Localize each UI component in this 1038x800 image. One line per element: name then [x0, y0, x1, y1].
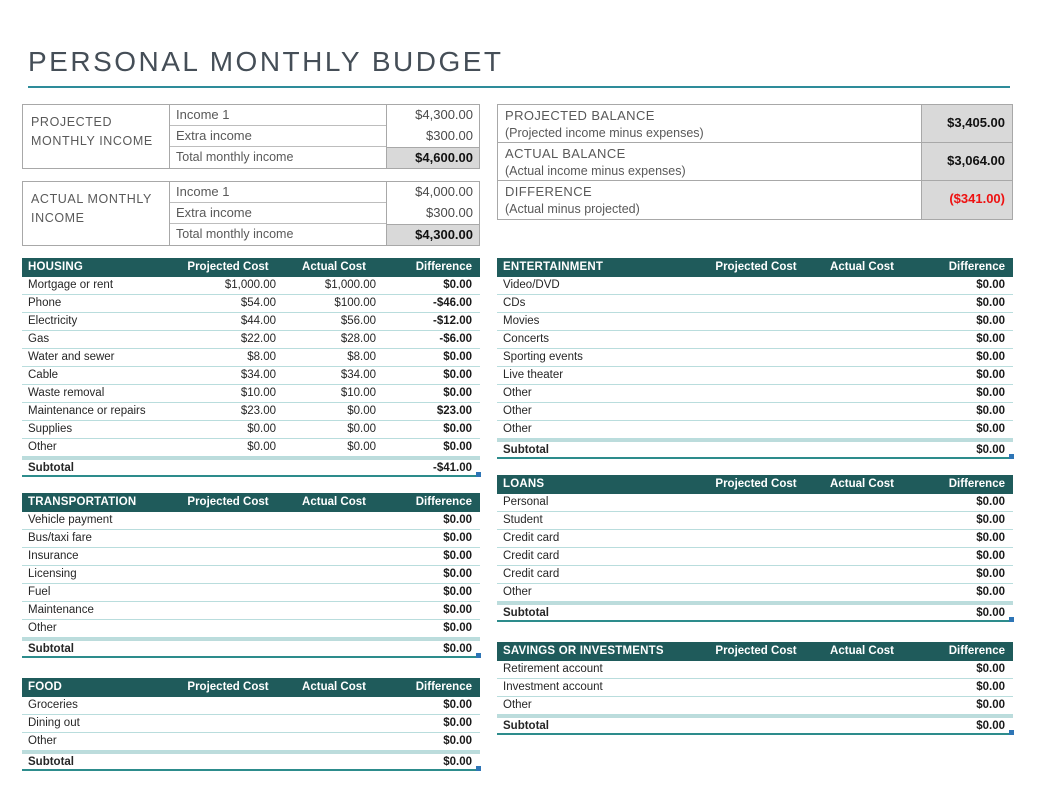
actual-cost-cell[interactable] — [812, 277, 912, 294]
balance-label-cell — [498, 105, 921, 142]
subtotal-label: Subtotal — [503, 720, 549, 732]
difference-cell: $0.00 — [976, 532, 1005, 544]
subtotal-difference-cell: $0.00 — [912, 605, 1013, 621]
projected-cost-cell[interactable] — [700, 679, 812, 696]
difference-cell: $0.00 — [443, 550, 472, 562]
actual-cost-cell[interactable]: $10.00 — [340, 387, 376, 399]
entertainment-row — [497, 367, 1013, 385]
subtotal-projected-cell — [172, 460, 284, 476]
projected-income-item-label: Extra income — [170, 126, 386, 147]
projected-cost-cell[interactable] — [700, 367, 812, 384]
actual-cost-cell[interactable]: $100.00 — [334, 297, 376, 309]
actual-cost-cell[interactable] — [812, 494, 912, 511]
expense-item-label: Other — [503, 586, 532, 598]
subtotal-projected-cell — [700, 718, 812, 734]
actual-cost-cell[interactable] — [812, 697, 912, 714]
projected-cost-cell[interactable]: $8.00 — [247, 351, 276, 363]
subtotal-projected-cell — [172, 754, 284, 770]
difference-cell: $23.00 — [436, 405, 472, 417]
difference-cell: $0.00 — [976, 568, 1005, 580]
title-underline — [28, 86, 1010, 88]
difference-cell: $0.00 — [976, 699, 1005, 711]
food-header-row — [22, 678, 480, 697]
difference-cell: $0.00 — [443, 568, 472, 580]
food-table — [22, 678, 480, 771]
fill-handle[interactable] — [1009, 730, 1014, 735]
actual-cost-cell[interactable]: $0.00 — [347, 423, 376, 435]
projected-cost-cell[interactable] — [700, 277, 812, 294]
entertainment-header-name: ENTERTAINMENT — [503, 261, 604, 273]
projected-cost-cell[interactable]: $54.00 — [240, 297, 276, 309]
actual-income-item-label: Extra income — [170, 203, 386, 224]
projected-cost-cell[interactable] — [172, 715, 284, 732]
subtotal-actual-cell — [284, 641, 384, 657]
subtotal-projected-cell — [172, 641, 284, 657]
housing-row — [22, 331, 480, 349]
food-subtotal-row — [22, 751, 480, 771]
expense-item-label: Fuel — [28, 586, 51, 598]
loans-row — [497, 494, 1013, 512]
subtotal-difference-cell: $0.00 — [912, 718, 1013, 734]
balance-row — [498, 143, 1012, 181]
expense-item-label: Mortgage or rent — [28, 279, 114, 291]
housing-row — [22, 439, 480, 457]
difference-cell: $0.00 — [976, 496, 1005, 508]
entertainment-row — [497, 331, 1013, 349]
actual-income-table — [22, 181, 480, 246]
actual-cost-cell[interactable] — [812, 548, 912, 565]
balance-row — [498, 105, 1012, 143]
housing-row — [22, 385, 480, 403]
balance-label-cell — [498, 181, 921, 219]
actual-cost-cell[interactable] — [812, 679, 912, 696]
loans-row — [497, 530, 1013, 548]
housing-row — [22, 295, 480, 313]
expense-item-label: Maintenance — [28, 604, 94, 616]
projected-cost-cell[interactable] — [700, 530, 812, 547]
difference-cell: $0.00 — [443, 717, 472, 729]
difference-cell: $0.00 — [443, 279, 472, 291]
fill-handle[interactable] — [476, 653, 481, 658]
difference-header: Difference — [415, 496, 472, 508]
transportation-header-row — [22, 493, 480, 512]
actual-cost-cell[interactable] — [284, 530, 384, 547]
subtotal-label: Subtotal — [503, 444, 549, 456]
expense-item-label: Water and sewer — [28, 351, 115, 363]
transportation-subtotal-row — [22, 638, 480, 658]
projected-cost-header: Projected Cost — [187, 261, 269, 273]
projected-cost-header: Projected Cost — [715, 645, 797, 657]
expense-item-label: Live theater — [503, 369, 564, 381]
savings-table — [497, 642, 1013, 735]
expense-item-label: Vehicle payment — [28, 514, 113, 526]
projected-cost-cell[interactable] — [700, 385, 812, 402]
expense-item-label: Other — [503, 387, 532, 399]
balance-title: PROJECTED BALANCE — [505, 108, 655, 123]
difference-cell: $0.00 — [976, 550, 1005, 562]
actual-cost-cell[interactable] — [284, 566, 384, 583]
housing-header-name: HOUSING — [28, 261, 84, 273]
subtotal-label: Subtotal — [28, 643, 74, 655]
balance-title: DIFFERENCE — [505, 184, 593, 199]
expense-item-label: Investment account — [503, 681, 603, 693]
actual-cost-header: Actual Cost — [302, 261, 366, 273]
food-row — [22, 715, 480, 733]
expense-item-label: Other — [503, 699, 532, 711]
entertainment-row — [497, 421, 1013, 439]
difference-cell: $0.00 — [976, 681, 1005, 693]
actual-cost-cell[interactable] — [812, 661, 912, 678]
difference-cell: $0.00 — [443, 532, 472, 544]
expense-item-label: Credit card — [503, 550, 560, 562]
entertainment-table — [497, 258, 1013, 459]
actual-cost-cell[interactable] — [284, 697, 384, 714]
loans-row — [497, 512, 1013, 530]
projected-income-total-label: Total monthly income — [176, 150, 294, 164]
actual-cost-cell[interactable]: $8.00 — [347, 351, 376, 363]
food-row — [22, 733, 480, 751]
projected-cost-cell[interactable] — [700, 512, 812, 529]
entertainment-row — [497, 277, 1013, 295]
housing-row — [22, 349, 480, 367]
projected-cost-cell[interactable] — [172, 733, 284, 750]
savings-row — [497, 661, 1013, 679]
savings-subtotal-row — [497, 715, 1013, 735]
expense-item-label: Cable — [28, 369, 59, 381]
projected-cost-cell[interactable] — [700, 421, 812, 438]
difference-cell: $0.00 — [443, 514, 472, 526]
subtotal-actual-cell — [284, 460, 384, 476]
projected-income-total-value: $4,600.00 — [386, 147, 479, 168]
subtotal-actual-cell — [284, 754, 384, 770]
actual-cost-cell[interactable] — [812, 403, 912, 420]
balance-value: $3,405.00 — [921, 105, 1012, 142]
subtotal-projected-cell — [700, 605, 812, 621]
difference-cell: $0.00 — [976, 423, 1005, 435]
projected-cost-cell[interactable] — [700, 697, 812, 714]
projected-cost-header: Projected Cost — [187, 496, 269, 508]
projected-cost-cell[interactable]: $0.00 — [247, 423, 276, 435]
fill-handle[interactable] — [476, 472, 481, 477]
page-title: PERSONAL MONTHLY BUDGET — [28, 46, 504, 77]
actual-cost-cell[interactable]: $28.00 — [340, 333, 376, 345]
projected-cost-cell[interactable] — [700, 403, 812, 420]
projected-cost-cell[interactable]: $0.00 — [247, 441, 276, 453]
actual-cost-cell[interactable] — [284, 602, 384, 619]
actual-cost-cell[interactable] — [284, 512, 384, 529]
difference-cell: $0.00 — [976, 279, 1005, 291]
balance-subtitle: (Actual minus projected) — [505, 202, 640, 216]
transportation-row — [22, 620, 480, 638]
actual-cost-cell[interactable] — [812, 331, 912, 348]
difference-cell: $0.00 — [976, 663, 1005, 675]
difference-header: Difference — [948, 478, 1005, 490]
subtotal-difference-cell: $0.00 — [384, 754, 480, 770]
actual-cost-cell[interactable] — [284, 715, 384, 732]
projected-cost-header: Projected Cost — [715, 261, 797, 273]
fill-handle[interactable] — [1009, 617, 1014, 622]
actual-cost-cell[interactable] — [812, 349, 912, 366]
actual-cost-cell[interactable] — [284, 584, 384, 601]
subtotal-actual-cell — [812, 605, 912, 621]
actual-cost-cell[interactable] — [284, 620, 384, 637]
actual-income-item-value[interactable]: $300.00 — [386, 203, 479, 224]
housing-row — [22, 367, 480, 385]
difference-cell: -$46.00 — [432, 297, 472, 309]
projected-cost-cell[interactable] — [700, 566, 812, 583]
loans-table — [497, 475, 1013, 622]
difference-cell: $0.00 — [976, 297, 1005, 309]
balance-summary-table — [497, 104, 1013, 220]
housing-header-row — [22, 258, 480, 277]
difference-cell: $0.00 — [443, 387, 472, 399]
savings-header-row — [497, 642, 1013, 661]
difference-cell: $0.00 — [976, 369, 1005, 381]
balance-label-cell — [498, 143, 921, 180]
entertainment-row — [497, 349, 1013, 367]
expense-item-label: Other — [503, 423, 532, 435]
housing-row — [22, 403, 480, 421]
transportation-row — [22, 512, 480, 530]
difference-header: Difference — [948, 645, 1005, 657]
housing-row — [22, 313, 480, 331]
actual-cost-cell[interactable] — [284, 548, 384, 565]
difference-cell: $0.00 — [443, 369, 472, 381]
actual-cost-cell[interactable] — [812, 421, 912, 438]
expense-item-label: Dining out — [28, 717, 80, 729]
actual-cost-cell[interactable] — [812, 584, 912, 601]
difference-cell: -$12.00 — [432, 315, 472, 327]
expense-item-label: Groceries — [28, 699, 78, 711]
expense-item-label: Sporting events — [503, 351, 583, 363]
projected-cost-cell[interactable] — [172, 584, 284, 601]
difference-cell: $0.00 — [976, 333, 1005, 345]
actual-cost-cell[interactable] — [812, 295, 912, 312]
expense-item-label: Other — [503, 405, 532, 417]
actual-cost-header: Actual Cost — [830, 478, 894, 490]
difference-cell: $0.00 — [443, 351, 472, 363]
housing-subtotal-row — [22, 457, 480, 477]
fill-handle[interactable] — [1009, 454, 1014, 459]
expense-item-label: Retirement account — [503, 663, 603, 675]
balance-title: ACTUAL BALANCE — [505, 146, 626, 161]
expense-item-label: CDs — [503, 297, 526, 309]
expense-item-label: Other — [28, 441, 57, 453]
balance-value: $3,064.00 — [921, 143, 1012, 180]
entertainment-row — [497, 385, 1013, 403]
projected-cost-header: Projected Cost — [715, 478, 797, 490]
transportation-table — [22, 493, 480, 658]
difference-cell: $0.00 — [443, 441, 472, 453]
projected-income-item-label: Income 1 — [170, 105, 386, 126]
expense-item-label: Insurance — [28, 550, 79, 562]
subtotal-actual-cell — [812, 442, 912, 458]
expense-item-label: Electricity — [28, 315, 78, 327]
projected-income-label-cell: PROJECTED MONTHLY INCOME — [23, 105, 170, 168]
subtotal-difference-cell: -$41.00 — [384, 460, 480, 476]
projected-cost-cell[interactable] — [172, 697, 284, 714]
expense-item-label: Maintenance or repairs — [28, 405, 146, 417]
actual-income-label-cell: ACTUAL MONTHLY INCOME — [23, 182, 170, 245]
actual-cost-cell[interactable] — [812, 512, 912, 529]
projected-cost-cell[interactable] — [700, 548, 812, 565]
expense-item-label: Supplies — [28, 423, 73, 435]
expense-item-label: Student — [503, 514, 543, 526]
projected-cost-cell[interactable] — [700, 295, 812, 312]
difference-cell: $0.00 — [976, 315, 1005, 327]
difference-cell: $0.00 — [443, 586, 472, 598]
projected-cost-cell[interactable] — [172, 530, 284, 547]
difference-cell: $0.00 — [976, 387, 1005, 399]
actual-cost-cell[interactable] — [812, 385, 912, 402]
savings-row — [497, 697, 1013, 715]
projected-cost-cell[interactable]: $22.00 — [240, 333, 276, 345]
difference-cell: -$6.00 — [439, 333, 472, 345]
loans-row — [497, 548, 1013, 566]
savings-header-name: SAVINGS OR INVESTMENTS — [503, 645, 664, 657]
food-row — [22, 697, 480, 715]
transportation-row — [22, 602, 480, 620]
projected-cost-cell[interactable] — [700, 349, 812, 366]
transportation-row — [22, 548, 480, 566]
projected-cost-cell[interactable] — [700, 494, 812, 511]
difference-cell: $0.00 — [976, 351, 1005, 363]
actual-cost-cell[interactable] — [812, 566, 912, 583]
entertainment-subtotal-row — [497, 439, 1013, 459]
projected-cost-cell[interactable] — [700, 313, 812, 330]
expense-item-label: Other — [28, 735, 57, 747]
balance-value: ($341.00) — [921, 181, 1012, 219]
actual-income-total-label: Total monthly income — [176, 227, 294, 241]
subtotal-label: Subtotal — [28, 462, 74, 474]
loans-row — [497, 566, 1013, 584]
expense-item-label: Concerts — [503, 333, 550, 345]
food-header-name: FOOD — [28, 681, 63, 693]
transportation-row — [22, 584, 480, 602]
housing-row — [22, 277, 480, 295]
difference-header: Difference — [415, 261, 472, 273]
projected-cost-cell[interactable] — [172, 566, 284, 583]
projected-cost-cell[interactable] — [700, 331, 812, 348]
difference-header: Difference — [415, 681, 472, 693]
actual-cost-cell[interactable]: $56.00 — [340, 315, 376, 327]
expense-item-label: Personal — [503, 496, 549, 508]
transportation-row — [22, 566, 480, 584]
actual-cost-header: Actual Cost — [302, 681, 366, 693]
fill-handle[interactable] — [476, 766, 481, 771]
housing-table — [22, 258, 480, 477]
balance-row — [498, 181, 1012, 219]
transportation-header-name: TRANSPORTATION — [28, 496, 137, 508]
difference-cell: $0.00 — [443, 735, 472, 747]
entertainment-row — [497, 403, 1013, 421]
projected-income-item-value[interactable]: $4,300.00 — [386, 105, 479, 126]
projected-cost-cell[interactable]: $23.00 — [240, 405, 276, 417]
projected-cost-cell[interactable] — [172, 512, 284, 529]
difference-cell: $0.00 — [976, 405, 1005, 417]
transportation-row — [22, 530, 480, 548]
actual-income-total-value: $4,300.00 — [386, 224, 479, 245]
actual-income-item-value[interactable]: $4,000.00 — [386, 182, 479, 203]
expense-item-label: Credit card — [503, 568, 560, 580]
actual-cost-header: Actual Cost — [830, 261, 894, 273]
entertainment-row — [497, 313, 1013, 331]
difference-cell: $0.00 — [976, 514, 1005, 526]
projected-cost-cell[interactable]: $34.00 — [240, 369, 276, 381]
projected-income-table — [22, 104, 480, 169]
actual-cost-cell[interactable]: $34.00 — [340, 369, 376, 381]
actual-cost-cell[interactable]: $1,000.00 — [324, 279, 376, 291]
balance-subtitle: (Actual income minus expenses) — [505, 164, 686, 178]
actual-cost-header: Actual Cost — [830, 645, 894, 657]
entertainment-header-row — [497, 258, 1013, 277]
difference-header: Difference — [948, 261, 1005, 273]
actual-cost-cell[interactable] — [812, 367, 912, 384]
housing-row — [22, 421, 480, 439]
actual-cost-cell[interactable] — [812, 530, 912, 547]
subtotal-projected-cell — [700, 442, 812, 458]
difference-cell: $0.00 — [443, 423, 472, 435]
actual-cost-cell[interactable]: $0.00 — [347, 405, 376, 417]
savings-row — [497, 679, 1013, 697]
expense-item-label: Phone — [28, 297, 62, 309]
subtotal-difference-cell: $0.00 — [384, 641, 480, 657]
subtotal-label: Subtotal — [28, 756, 74, 768]
loans-header-row — [497, 475, 1013, 494]
subtotal-difference-cell: $0.00 — [912, 442, 1013, 458]
projected-cost-cell[interactable] — [172, 620, 284, 637]
loans-header-name: LOANS — [503, 478, 545, 490]
projected-income-item-value[interactable]: $300.00 — [386, 126, 479, 147]
loans-subtotal-row — [497, 602, 1013, 622]
expense-item-label: Credit card — [503, 532, 560, 544]
expense-item-label: Video/DVD — [503, 279, 560, 291]
expense-item-label: Waste removal — [28, 387, 105, 399]
projected-cost-cell[interactable] — [700, 661, 812, 678]
expense-item-label: Movies — [503, 315, 540, 327]
expense-item-label: Licensing — [28, 568, 77, 580]
actual-income-item-label: Income 1 — [170, 182, 386, 203]
projected-cost-cell[interactable] — [172, 602, 284, 619]
expense-item-label: Gas — [28, 333, 50, 345]
balance-subtitle: (Projected income minus expenses) — [505, 126, 704, 140]
expense-item-label: Other — [28, 622, 57, 634]
entertainment-row — [497, 295, 1013, 313]
projected-cost-cell[interactable] — [700, 584, 812, 601]
expense-item-label: Bus/taxi fare — [28, 532, 92, 544]
actual-cost-header: Actual Cost — [302, 496, 366, 508]
actual-cost-cell[interactable] — [812, 313, 912, 330]
difference-cell: $0.00 — [443, 699, 472, 711]
difference-cell: $0.00 — [443, 622, 472, 634]
subtotal-label: Subtotal — [503, 607, 549, 619]
projected-cost-cell[interactable]: $1,000.00 — [224, 279, 276, 291]
subtotal-actual-cell — [812, 718, 912, 734]
difference-cell: $0.00 — [976, 586, 1005, 598]
projected-cost-cell[interactable]: $10.00 — [240, 387, 276, 399]
loans-row — [497, 584, 1013, 602]
actual-cost-cell[interactable] — [284, 733, 384, 750]
difference-cell: $0.00 — [443, 604, 472, 616]
projected-cost-cell[interactable]: $44.00 — [240, 315, 276, 327]
projected-cost-header: Projected Cost — [187, 681, 269, 693]
actual-cost-cell[interactable]: $0.00 — [347, 441, 376, 453]
projected-cost-cell[interactable] — [172, 548, 284, 565]
